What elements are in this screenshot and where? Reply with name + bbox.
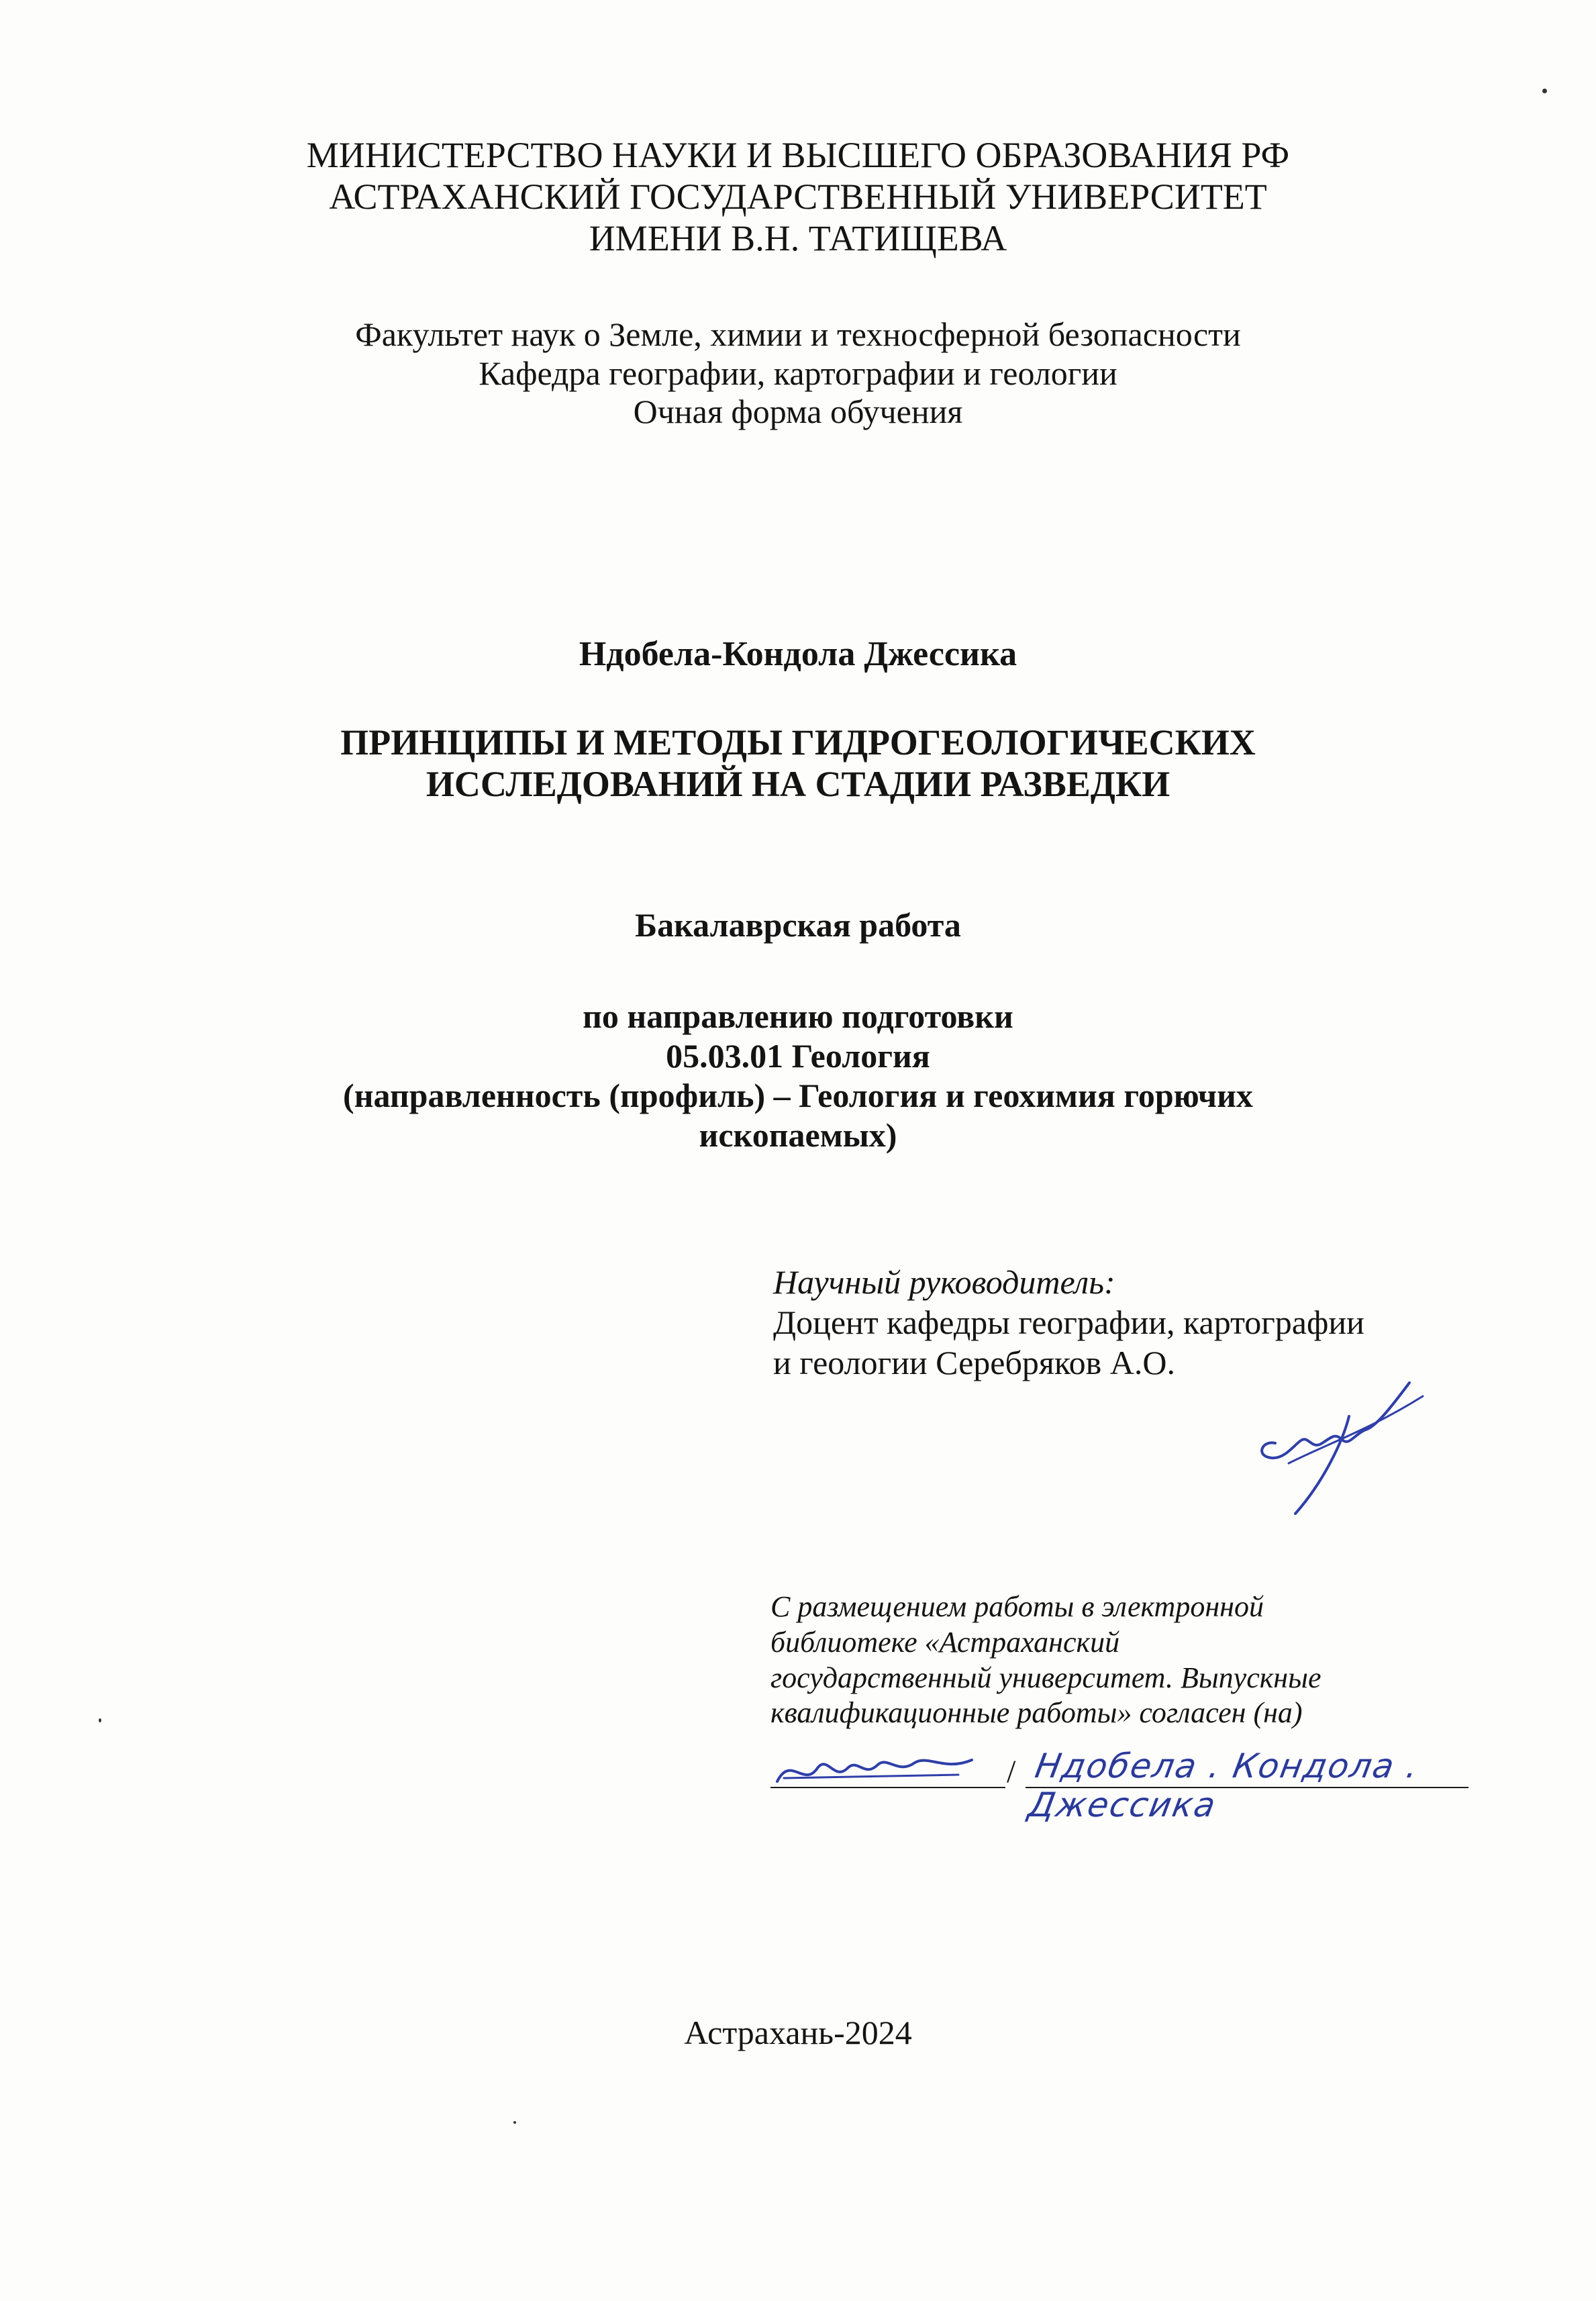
university-name-line: ИМЕНИ В.Н. ТАТИЩЕВА	[589, 218, 1007, 259]
supervisor-position: Доцент кафедры географии, картографии	[773, 1304, 1364, 1341]
handwritten-student-name: Ндобела . Кондола . Джессика	[1025, 1747, 1423, 1824]
study-form: Очная форма обучения	[633, 393, 963, 430]
thesis-title-line-1: ПРИНЦИПЫ И МЕТОДЫ ГИДРОГЕОЛОГИЧЕСКИХ	[340, 722, 1256, 763]
scan-speck	[1542, 89, 1547, 93]
ministry-header	[0, 134, 1596, 259]
thesis-title-line-2: ИССЛЕДОВАНИЙ НА СТАДИИ РАЗВЕДКИ	[426, 764, 1170, 805]
student-signature	[770, 1748, 999, 1795]
scan-speck	[513, 2121, 516, 2124]
consent-line-2: библиотеке «Астраханский	[770, 1625, 1120, 1659]
direction-profile-cont: ископаемых)	[699, 1116, 897, 1154]
consent-line-4: квалификационные работы» согласен (на)	[770, 1696, 1303, 1730]
supervisor-caption: Научный руководитель:	[773, 1263, 1115, 1301]
work-type: Бакалаврская работа	[635, 906, 961, 944]
direction-profile: (направленность (профиль) – Геология и геохимия горючих	[343, 1077, 1253, 1114]
ministry-line: МИНИСТЕРСТВО НАУКИ И ВЫСШЕГО ОБРАЗОВАНИЯ РФ	[306, 135, 1290, 175]
supervisor-block	[773, 1262, 1364, 1383]
city-year: Астрахань-2024	[684, 2014, 912, 2051]
direction-caption: по направлению подготовки	[583, 997, 1013, 1035]
scan-speck	[99, 1718, 101, 1722]
author-name: Ндобела-Кондола Джессика	[579, 635, 1017, 673]
faculty-block	[0, 315, 1596, 432]
student-signature-line	[770, 1747, 1468, 1824]
department-name: Кафедра географии, картографии и геологии	[479, 354, 1117, 392]
faculty-name: Факультет наук о Земле, химии и техносферной безопасности	[355, 315, 1241, 353]
supervisor-signature	[1248, 1369, 1436, 1524]
consent-line-3: государственный университет. Выпускные	[770, 1661, 1321, 1694]
signature-separator: /	[1007, 1754, 1016, 1790]
library-consent	[770, 1589, 1415, 1731]
university-line: АСТРАХАНСКИЙ ГОСУДАРСТВЕННЫЙ УНИВЕРСИТЕТ	[329, 177, 1267, 217]
thesis-title	[0, 722, 1596, 805]
study-direction	[0, 997, 1596, 1155]
supervisor-name: и геологии Серебряков А.О.	[773, 1344, 1175, 1381]
direction-code: 05.03.01 Геология	[666, 1037, 930, 1075]
consent-line-1: С размещением работы в электронной	[770, 1590, 1264, 1623]
